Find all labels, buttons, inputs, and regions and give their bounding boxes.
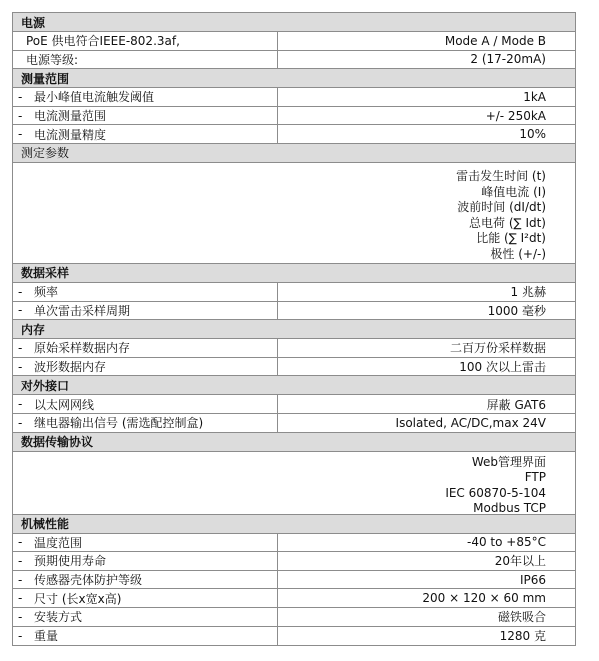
params-list [12,163,576,264]
section-title: 测定参数 [21,146,70,161]
param-line: 总电荷 (∑ Idt) [469,215,546,230]
spec-label: - 电流测量范围 [12,107,278,125]
spec-value: 屏蔽 GAT6 [278,395,576,413]
spec-value: Isolated, AC/DC,max 24V [278,414,576,432]
protocol-list [12,452,576,515]
spec-row [12,552,576,571]
spec-value: 磁铁吸合 [278,608,576,626]
spec-row [12,571,576,590]
param-line: 比能 (∑ I²dt) [476,231,546,246]
spec-row [12,608,576,627]
section-sampling [12,264,576,283]
spec-row [12,589,576,608]
spec-value: 1000 毫秒 [278,302,576,320]
spec-value: 200 × 120 × 60 mm [278,589,576,607]
spec-value: 2 (17-20mA) [278,51,576,69]
spec-label: - 预期使用寿命 [12,552,278,570]
section-mechanical [12,515,576,534]
spec-value: 20年以上 [278,552,576,570]
spec-row [12,534,576,553]
spec-value: 1280 克 [278,627,576,646]
section-memory [12,320,576,339]
spec-label: - 传感器壳体防护等级 [12,571,278,589]
spec-row [12,125,576,144]
spec-value: +/- 250kA [278,107,576,125]
spec-label: - 电流测量精度 [12,125,278,143]
bullet-dash: - [18,535,23,550]
spec-value: 1kA [278,88,576,106]
bullet-dash: - [18,415,23,430]
spec-row [12,358,576,377]
spec-value: 二百万份采样数据 [278,339,576,357]
section-title: 内存 [21,322,46,337]
spec-row [12,283,576,302]
spec-label: - 安装方式 [12,608,278,626]
spec-label: - 原始采样数据内存 [12,339,278,357]
section-title: 数据采样 [21,266,70,281]
param-line: 极性 (+/-) [490,246,546,261]
spec-row [12,414,576,433]
section-power [12,13,576,32]
spec-row-poe [12,32,576,51]
spec-row [12,627,576,646]
bullet-dash: - [18,628,23,643]
section-title: 电源 [21,15,46,30]
section-params [12,144,576,163]
bullet-dash: - [18,89,23,104]
bullet-dash: - [18,108,23,123]
section-title: 数据传输协议 [21,435,94,450]
param-line: 波前时间 (dI/dt) [457,200,546,215]
bullet-dash: - [18,572,23,587]
protocol-line: IEC 60870-5-104 [445,485,546,500]
spec-label: - 频率 [12,283,278,301]
spec-label: - 以太网网线 [12,395,278,413]
protocol-line: Web管理界面 [471,454,546,469]
spec-label: - 波形数据内存 [12,358,278,376]
section-title: 对外接口 [21,378,70,393]
protocol-line: Modbus TCP [473,501,546,516]
param-line: 峰值电流 (I) [481,184,546,199]
spec-value: 10% [278,125,576,143]
spec-table [12,12,576,646]
bullet-dash: - [18,284,23,299]
bullet-dash: - [18,591,23,606]
spec-row [12,339,576,358]
spec-row [12,107,576,126]
spec-label: - 温度范围 [12,534,278,552]
bullet-dash: - [18,359,23,374]
spec-label: - 重量 [12,627,278,646]
section-title: 测量范围 [21,71,70,86]
section-interface [12,376,576,395]
spec-row [12,395,576,414]
spec-value: IP66 [278,571,576,589]
bullet-dash: - [18,303,23,318]
bullet-dash: - [18,609,23,624]
spec-label: - 尺寸 (长x宽x高) [12,589,278,607]
spec-row [12,302,576,321]
bullet-dash: - [18,127,23,142]
bullet-dash: - [18,340,23,355]
bullet-dash: - [18,553,23,568]
param-line: 雷击发生时间 (t) [456,168,546,183]
protocol-line: FTP [524,470,546,485]
section-protocol [12,433,576,452]
spec-label: 电源等级: [12,51,278,69]
spec-value: 100 次以上雷击 [278,358,576,376]
spec-value: 1 兆赫 [278,283,576,301]
bullet-dash: - [18,397,23,412]
spec-value: -40 to +85°C [278,534,576,552]
spec-label: - 最小峰值电流触发阈值 [12,88,278,106]
spec-label: - 继电器输出信号 (需选配控制盒) [12,414,278,432]
section-range [12,69,576,88]
spec-label: - 单次雷击采样周期 [12,302,278,320]
spec-row [12,88,576,107]
section-title: 机械性能 [21,517,70,532]
spec-value: Mode A / Mode B [278,32,576,50]
spec-label: PoE 供电符合IEEE-802.3af, [12,32,278,50]
spec-row-power-class [12,51,576,70]
